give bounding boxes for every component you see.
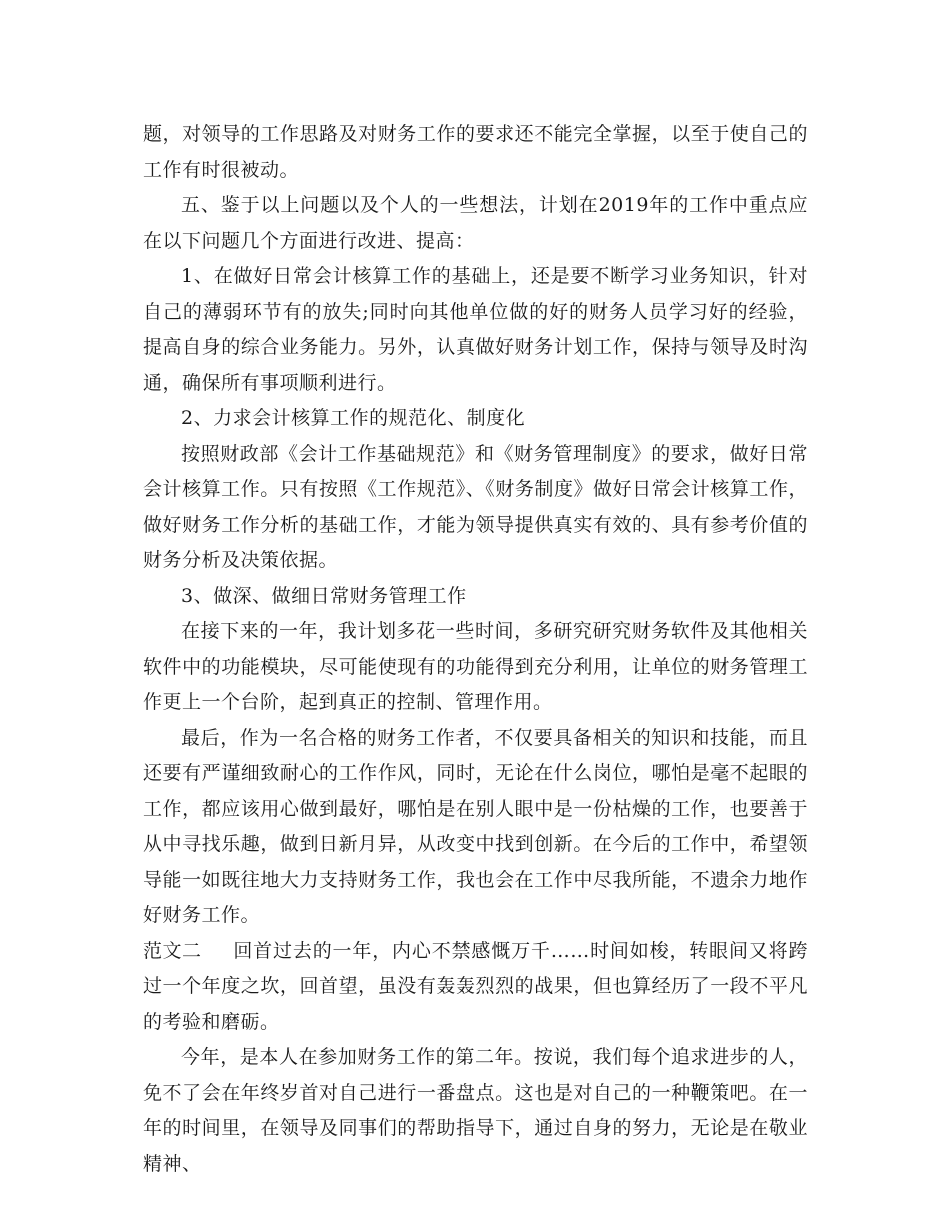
paragraph-fanwen-two bbox=[143, 934, 808, 1041]
paragraph-item-one: 1、在做好日常会计核算工作的基础上，还是要不断学习业务知识，针对自己的薄弱环节有的放失;同时向其他单位做的好的财务人员学习好的经验，提高自身的综合业务能力。另外，认真做好财务计划工作，保持与领导及时沟通，确保所有事项顺利进行。 bbox=[143, 265, 808, 394]
paragraph-item-two-body: 按照财政部《会计工作基础规范》和《财务管理制度》的要求，做好日常会计核算工作。只有按照《工作规范》、《财务制度》做好日常会计核算工作，做好财务工作分析的基础工作，才能为领导提供真实有效的、具有参考价值的财务分析及决策依据。 bbox=[143, 442, 808, 571]
paragraph-item-two-heading: 2、力求会计核算工作的规范化、制度化 bbox=[181, 407, 526, 429]
document-body bbox=[143, 117, 808, 1182]
paragraph-continuation: 题，对领导的工作思路及对财务工作的要求还不能完全掌握，以至于使自己的工作有时很被动。 bbox=[143, 123, 808, 181]
paragraph-conclusion: 最后，作为一名合格的财务工作者，不仅要具备相关的知识和技能，而且还要有严谨细致耐心的工作作风，同时，无论在什么岗位，哪怕是毫不起眼的工作，都应该用心做到最好，哪怕是在别人眼中是一份枯燥的工作，也要善于从中寻找乐趣，做到日新月异，从改变中找到创新。在今后的工作中，希望领导能一如既往地大力支持财务工作，我也会在工作中尽我所能，不遗余力地作好财务工作。 bbox=[143, 726, 808, 926]
paragraph-final: 今年，是本人在参加财务工作的第二年。按说，我们每个追求进步的人，免不了会在年终岁首对自己进行一番盘点。这也是对自己的一种鞭策吧。在一年的时间里，在领导及同事们的帮助指导下，通过自身的努力，无论是在敬业精神、 bbox=[143, 1046, 808, 1175]
fanwen-label: 范文二 bbox=[143, 939, 202, 962]
paragraph-item-three-heading: 3、做深、做细日常财务管理工作 bbox=[181, 584, 467, 607]
paragraph-section-five: 五、鉴于以上问题以及个人的一些想法，计划在2019年的工作中重点应在以下问题几个方面进行改进、提高： bbox=[143, 194, 808, 252]
fanwen-text: 回首过去的一年，内心不禁感慨万千……时间如梭，转眼间又将跨过一个年度之坎，回首望，虽没有轰轰烈烈的战果，但也算经历了一段不平凡的考验和磨砺。 bbox=[143, 939, 808, 1033]
paragraph-item-three-body: 在接下来的一年，我计划多花一些时间，多研究研究财务软件及其他相关软件中的功能模块，尽可能使现有的功能得到充分利用，让单位的财务管理工作更上一个台阶，起到真正的控制、管理作用。 bbox=[143, 620, 808, 713]
